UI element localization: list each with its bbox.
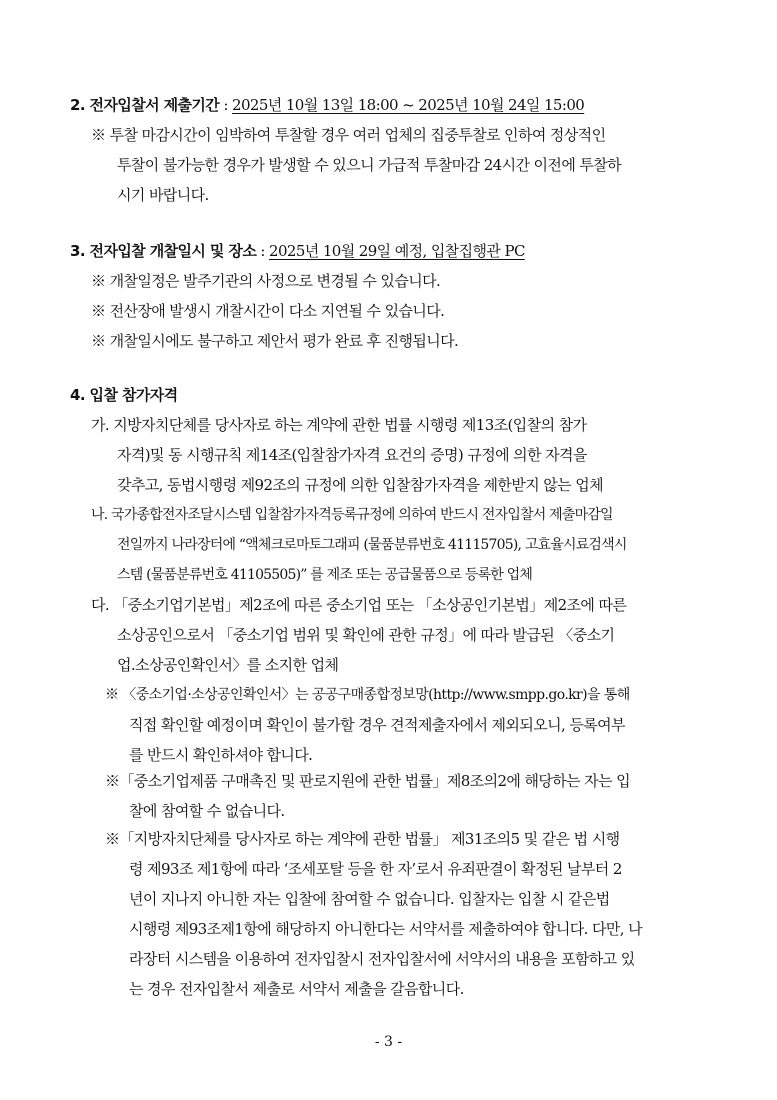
- s2-note-line: 시기 바랍니다.: [117, 186, 209, 204]
- opening-schedule: 2025년 10월 29일 예정, 입찰집행관 PC: [269, 242, 525, 260]
- sme-law-note-line: ※「중소기업제품 구매촉진 및 판로지원에 관한 법률」제8조의2에 해당하는 자는 입: [105, 772, 631, 790]
- tax-evasion-note-line: 년이 지나지 아니한 자는 입찰에 참여할 수 없습니다. 입찰자는 입찰 시 같은법: [129, 890, 610, 908]
- da-item-line: 업.소상공인확인서〉를 소지한 업체: [117, 656, 339, 674]
- s3-note: ※ 개찰일정은 발주기관의 사정으로 변경될 수 있습니다.: [91, 272, 441, 290]
- tax-evasion-note-line: 령 제93조 제1항에 따라 ‘조세포탈 등을 한 자’로서 유죄판결이 확정된 날부터 2: [129, 860, 622, 878]
- na-item-line: 스템 (물품분류번호 41105505)” 를 제조 또는 공급물품으로 등록한 업체: [117, 567, 533, 583]
- na-item-line: 나. 국가종합전자조달시스템 입찰참가자격등록규정에 의하여 반드시 전자입찰서 제출마감일: [91, 507, 613, 523]
- section-2-heading: [70, 95, 584, 115]
- tax-evasion-note-line: 는 경우 전자입찰서 제출로 서약서 제출을 갈음합니다.: [129, 980, 464, 998]
- ga-item-line: 가. 지방자치단체를 당사자로 하는 계약에 관한 법률 시행령 제13조(입찰의 참가: [91, 416, 587, 434]
- tax-evasion-note-line: 시행령 제93조제1항에 해당하지 아니한다는 서약서를 제출하여야 합니다. 다만, 나: [129, 920, 642, 938]
- da-item-line: 다. 「중소기업기본법」제2조에 따른 중소기업 또는 「소상공인기본법」제2조에 따른: [91, 596, 627, 614]
- da-item-line: 소상공인으로서 「중소기업 범위 및 확인에 관한 규정」에 따라 발급된 〈중소기: [117, 626, 615, 644]
- ga-item-line: 자격)및 동 시행규칙 제14조(입찰참가자격 요건의 증명) 규정에 의한 자격을: [117, 446, 587, 464]
- confirmation-note-line: 를 반드시 확인하셔야 합니다.: [129, 746, 313, 764]
- ga-item-line: 갖추고, 동법시행령 제92조의 규정에 의한 입찰참가자격을 제한받지 않는 업체: [117, 476, 603, 494]
- s3-note: ※ 개찰일시에도 불구하고 제안서 평가 완료 후 진행됩니다.: [91, 332, 459, 350]
- sme-law-note-line: 찰에 참여할 수 없습니다.: [129, 802, 285, 820]
- na-item-line: 전일까지 나라장터에 “액체크로마토그래피 (물품분류번호 41115705), 고효율시료검색시: [117, 537, 627, 553]
- section-4-title: 4. 입찰 참가자격: [70, 386, 178, 404]
- section-3-heading: [70, 241, 525, 261]
- section-2-separator: :: [219, 96, 232, 114]
- section-3-separator: :: [256, 242, 270, 260]
- section-3-title: 3. 전자입찰 개찰일시 및 장소: [70, 242, 257, 260]
- confirmation-note-line: ※ 〈중소기업·소상공인확인서〉는 공공구매종합정보망(http://www.smpp.go.kr)을 통해: [105, 687, 630, 703]
- tax-evasion-note-line: 라장터 시스템을 이용하여 전자입찰시 전자입찰서에 서약서의 내용을 포함하고 있: [129, 950, 635, 968]
- s3-note: ※ 전산장애 발생시 개찰시간이 다소 지연될 수 있습니다.: [91, 302, 445, 320]
- tax-evasion-note-line: ※「지방자치단체를 당사자로 하는 계약에 관한 법률」 제31조의5 및 같은 법 시행: [105, 830, 620, 848]
- submission-period: 2025년 10월 13일 18:00 ~ 2025년 10월 24일 15:00: [232, 96, 585, 114]
- s2-note-line: ※ 투찰 마감시간이 임박하여 투찰할 경우 여러 업체의 집중투찰로 인하여 정상적인: [91, 126, 606, 144]
- section-2-title: 2. 전자입찰서 제출기간: [70, 96, 220, 114]
- s2-note-line: 투찰이 불가능한 경우가 발생할 수 있으니 가급적 투찰마감 24시간 이전에 투찰하: [117, 156, 622, 174]
- confirmation-note-line: 직접 확인할 예정이며 확인이 불가할 경우 견적제출자에서 제외되오니, 등록여부: [129, 716, 625, 734]
- page-number: - 3 -: [374, 1034, 403, 1050]
